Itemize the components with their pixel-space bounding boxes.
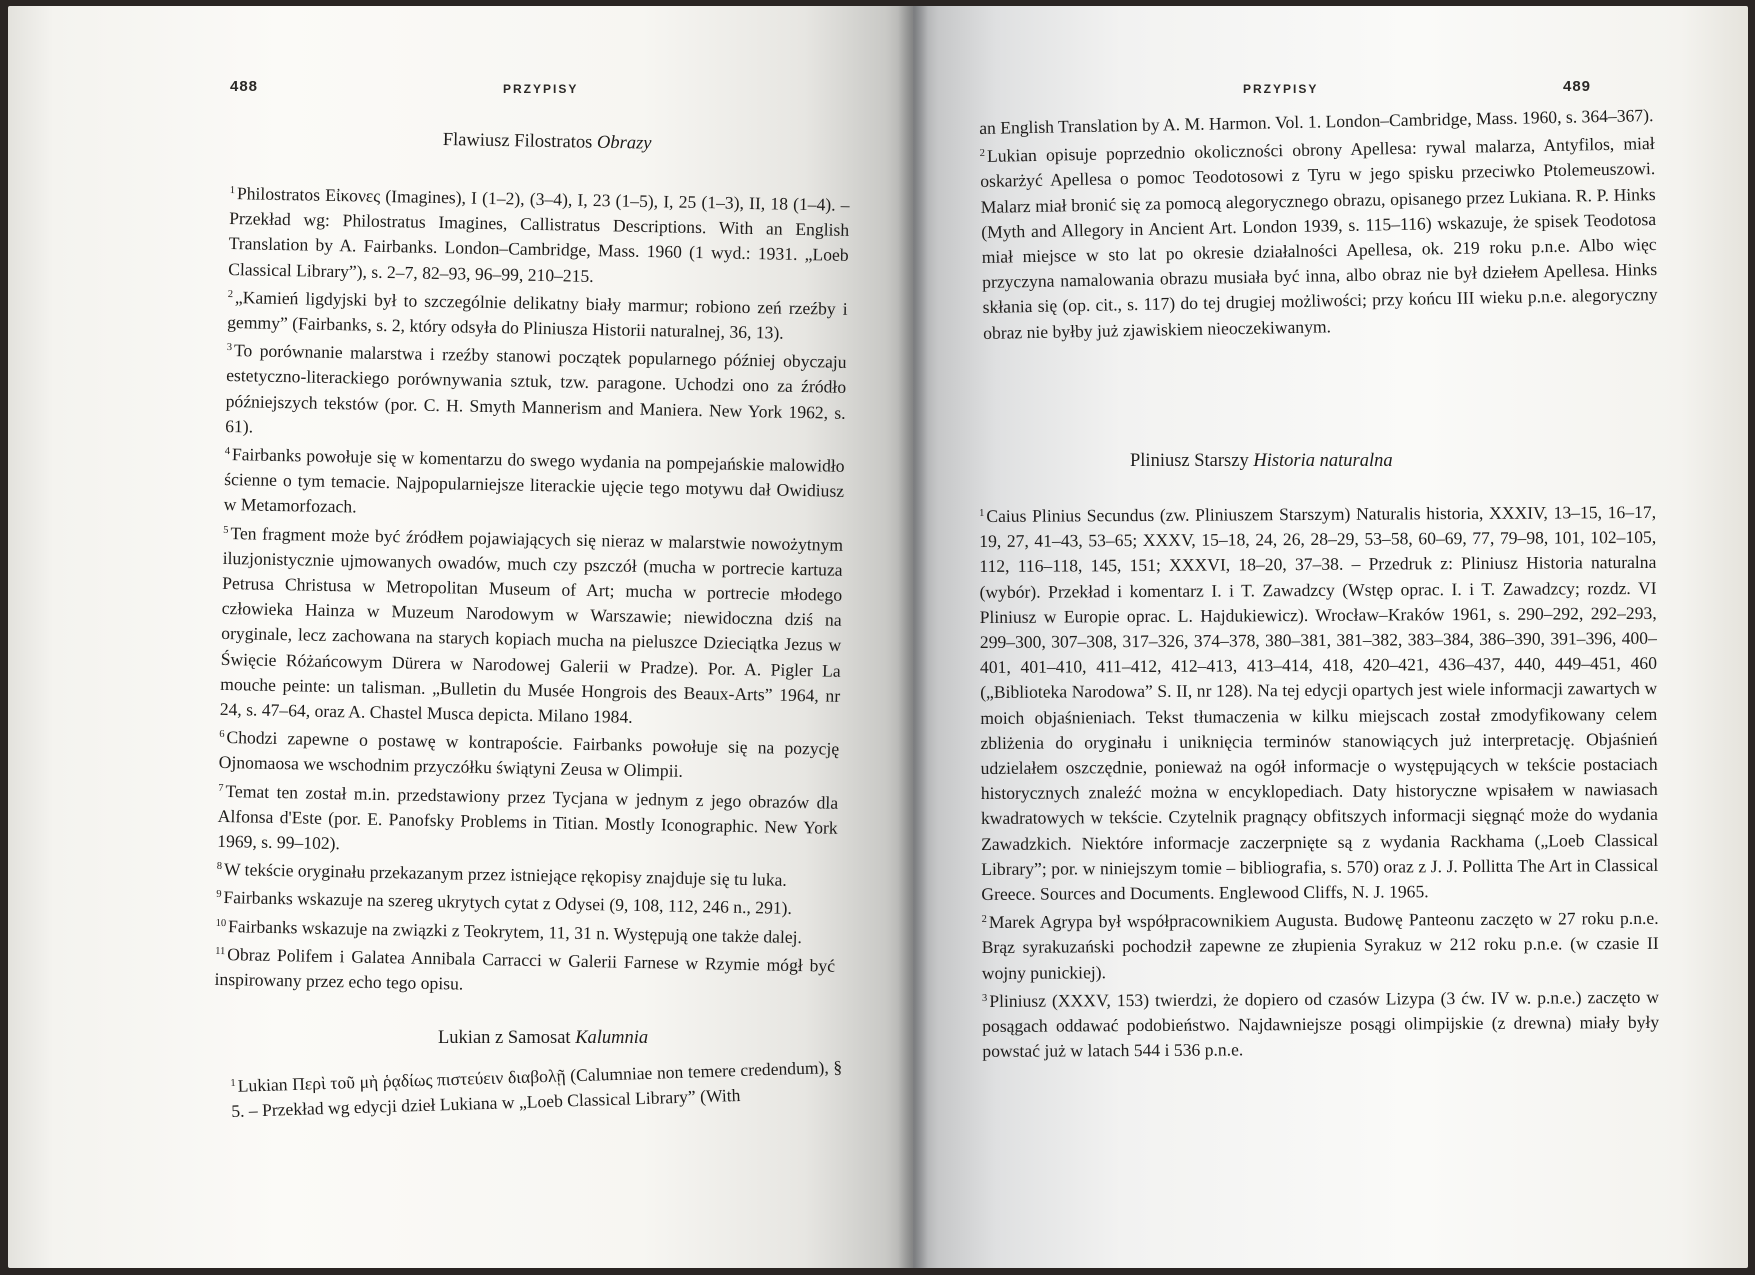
page-number: 488 xyxy=(230,78,259,95)
footnote-number: 2 xyxy=(981,914,987,926)
footnote-text: Caius Plinius Secundus (zw. Pliniuszem Starszym) Naturalis historia, XXXIV, 13–15, 16–17, 19, 27, 41–43, 53–65; XXXV, 15–18, 24, 26, 28–29, 53–58, 60–69, 77, 79–98, 101, 102–105, 112, 116–118, 145, 151; XXXVI, 18–20, 37–38. – Przedruk z: Pliniusz Historia naturalna (wybór). Przekład i komentarz I. i T. Zawadzcy (Wstęp oprac. I. i T. Zawadzcy; rozdz. VI Pliniusz w Europie oprac. L. Hajdukiewicz). Wrocław–Kraków 1961, s. 290–292, 292–293, 299–300, 307–308, 317–326, 374–378, 380–381, 381–382, 383–384, 386–390, 391–396, 400–401, 401–410, 411–412, 412–413, 413–414, 418, 420–421, 436–437, 440, 449–451, 460 („Biblioteka Narodowa” S. II, nr 128). Na tej edycji opartych jest wiele informacji zawartych w moich objaśnieniach. Tekst tłumaczenia w kilku miejscach został zmodyfikowany celem zbliżenia do oryginału i uniknięcia terminów stanowiących już interpretację. Objaśnień udzielałem oszczędnie, ponieważ na ogół informacje o występujących w tekście postaciach historycznych znaleźć można w encyklopediach. Daty historyczne wpisałem w nawiasach kwadratowych w tekście. Czytelnik pragnący obfitszych informacji sięgnąć może do wydania Zawadzkich. Niektóre informacje zaczerpnięte są z wydania Rackhama („Loeb Classical Library”; por. w niniejszym tomie – bibliografia, s. 570) oraz z J. J. Pollitta The Art in Classical Greece. Sources and Documents. Englewood Cliffs, N. J. 1965. xyxy=(979,501,1659,905)
section-title xyxy=(1130,451,1393,472)
footnote-number: 10 xyxy=(215,917,227,929)
footnote xyxy=(214,939,835,1004)
footnote-text: Fairbanks powołuje się w komentarzu do swego wydania na pompejańskie malowidło ścienne o tym temacie. Najpopularniejsze literackie ujęcie tego motywu dał Owidiusz w Metamorfozach. xyxy=(223,444,845,517)
section-author: Flawiusz Filostratos xyxy=(442,130,593,153)
running-head: PRZYPISY xyxy=(1243,82,1319,96)
footnote xyxy=(223,439,844,529)
footnote-number: 5 xyxy=(223,524,229,536)
footnote-text: Fairbanks wskazuje na szereg ukrytych cytat z Odysei (9, 108, 112, 246 n., 291). xyxy=(223,887,793,919)
page-number: 489 xyxy=(1563,78,1592,95)
footnote-number: 2 xyxy=(227,288,234,300)
section-title xyxy=(443,130,652,155)
footnote xyxy=(220,518,844,734)
footnote-number: 8 xyxy=(216,861,223,873)
footnote-list xyxy=(214,178,850,1004)
footnote-list xyxy=(979,103,1658,346)
footnote-text: To porównanie malarstwa i rzeźby stanowi początek popularnego później obyczaju estetyczno-literackiego porównywania sztuk, tzw. paragone. Uchodzi ono za źródło późniejszych tekstów (por. C. H. Smyth Mannerism and Maniera. New York 1962, s. 61). xyxy=(225,340,847,437)
footnote-text: Ten fragment może być źródłem pojawiających się nieraz w malarstwie nowożytnym iluzjonistycznie ujmowanych owadów, much czy pszczół (mucha w portrecie kartuza Petrusa Christusa w Metropolitan Museum of Art; mucha w portrecie młodego człowieka Hainza w Muzeum Narodowym w Warszawie; niewidoczna dziś na oryginale, lecz zachowana na starych kopiach mucha na pieluszce Dzieciątka Jezus w Święcie Różańcowym Dürera w Narodowej Galerii w Pradze). Por. A. Pigler La mouche peinte: un talisman. „Bulletin du Musée Hongrois des Beaux-Arts” 1964, nr 24, s. 47–64, oraz A. Chastel Musca depicta. Milano 1984. xyxy=(219,522,844,727)
footnote xyxy=(979,128,1658,346)
section-work: Historia naturalna xyxy=(1253,451,1393,471)
footnote-text: Obraz Polifem i Galatea Annibala Carracci w Galerii Farnese w Rzymie mógł być inspirowany przez echo tego opisu. xyxy=(214,943,836,994)
footnote xyxy=(217,776,838,866)
footnote-text: Marek Agrypa był współpracownikiem Augusta. Budowę Panteonu zaczęto w 27 roku p.n.e. Brąz syrakuzański pochodził zapewne ze złupienia Syrakuz w 212 roku p.n.e. (w czasie II wojny punickiej). xyxy=(981,908,1659,983)
footnote-text: Temat ten został m.in. przedstawiony przez Tycjana w jednym z jego obrazów dla Alfonsa d'Este (por. E. Panofsky Problems in Titian. Mostly Iconographic. New York 1969, s. 99–102). xyxy=(217,780,839,854)
footnote-number: 1 xyxy=(229,184,236,197)
footnote-text: an English Translation by A. M. Harmon. Vol. 1. London–Cambridge, Mass. 1960, s. 364–367). xyxy=(979,105,1654,138)
section-work: Obrazy xyxy=(596,132,652,154)
footnote-number: 1 xyxy=(979,507,985,519)
footnote-number: 7 xyxy=(218,782,224,794)
footnote-number: 3 xyxy=(982,992,988,1004)
footnote-number: 9 xyxy=(216,889,222,901)
footnote-number: 11 xyxy=(215,945,226,957)
running-head: PRZYPISY xyxy=(503,82,579,96)
footnote-text: Lukian Περὶ τοῦ μὴ ῥᾳδίως πιστεύειν διαβολῇ (Calumniae non temere credendum), § 5. – Przekład wg edycji dzieł Lukiana w „Loeb Classical Library” (With xyxy=(230,1056,843,1122)
footnote-text: „Kamień ligdyjski był to szczególnie delikatny biały marmur; robiono zeń rzeźby i gemmy” (Fairbanks, s. 2, który odsyła do Pliniusza Historii naturalnej, 36, 13). xyxy=(227,286,848,343)
section-work: Kalumnia xyxy=(575,1028,649,1048)
footnote-text: Pliniusz (XXXV, 153) twierdzi, że dopiero od czasów Lizypa (3 ćw. IV w. p.n.e.) zaczęto w posągach oddawać podobieństwo. Najdawniejsze posągi olimpijskie (z drewna) miały były powstać już w latach 544 i 536 p.n.e. xyxy=(982,986,1660,1062)
footnote-list xyxy=(979,497,1659,1065)
footnote-text: Chodzi zapewne o postawę w kontrapoście. Fairbanks powołuje się na pozycję Ojnomaosa we wschodnim przyczółku świątyni Zeusa w Olimpii. xyxy=(218,727,840,782)
left-page xyxy=(8,6,913,1268)
footnote-text: Lukian opisuje poprzednio okoliczności obrony Apellesa: rywal malarza, Antyfilos, miał oskarżyć Apellesa o pomoc Teodotosowi z Tyru w jego spisku przeciwko Ptolemeuszowi. Malarz miał bronić się za pomocą alegorycznego obrazu, opisanego przez Lukiana. R. P. Hinks (Myth and Allegory in Ancient Art. London 1939, s. 115–116) wskazuje, że spisek Teodotosa miał miejsce w sto lat po okresie działalności Apellesa, ok. 219 roku p.n.e. Albo więc przyczyna namalowania obrazu musiała być inna, albo obraz nie był dziełem Apellesa. Hinks skłania się (op. cit., s. 117) do tej drugiej możliwości; przy końcu III wieku p.n.e. alegoryczny obraz nie byłby już zjawiskiem nieoczekiwanym. xyxy=(980,133,1658,343)
footnote xyxy=(230,1052,843,1125)
footnote-number: 4 xyxy=(224,445,231,458)
footnote xyxy=(979,497,1658,907)
footnote xyxy=(981,903,1658,986)
footnote xyxy=(228,178,850,294)
footnote-text: W tekście oryginału przekazanym przez istniejące rękopisy znajduje się tu luka. xyxy=(223,859,788,891)
footnote-number: 2 xyxy=(979,148,986,160)
footnote-text: Philostratos Εἰκονες (Imagines), I (1–2), (3–4), I, 23 (1–5), I, 25 (1–3), II, 18 (1–4). – Przekład wg: Philostratus Imagines, Callistratus Descriptions. With an English Translation by A. Fairbanks. London–Cambridge, Mass. 1960 (1 wyd.: 1931. „Loeb Classical Library”), s. 2–7, 82–93, 96–99, 210–215. xyxy=(228,183,850,286)
footnote xyxy=(982,982,1659,1065)
footnote-number: 3 xyxy=(226,342,233,354)
footnote-text: Fairbanks wskazuje na związki z Teokrytem, 11, 31 n. Występują one także dalej. xyxy=(227,915,803,947)
right-page xyxy=(913,6,1748,1268)
footnote xyxy=(225,335,847,451)
section-title xyxy=(438,1028,648,1049)
section-author: Lukian z Samosat xyxy=(438,1028,571,1048)
section-author: Pliniusz Starszy xyxy=(1130,451,1249,471)
footnote-number: 1 xyxy=(230,1077,236,1089)
footnote-number: 6 xyxy=(219,729,225,741)
footnote-list xyxy=(230,1052,843,1125)
